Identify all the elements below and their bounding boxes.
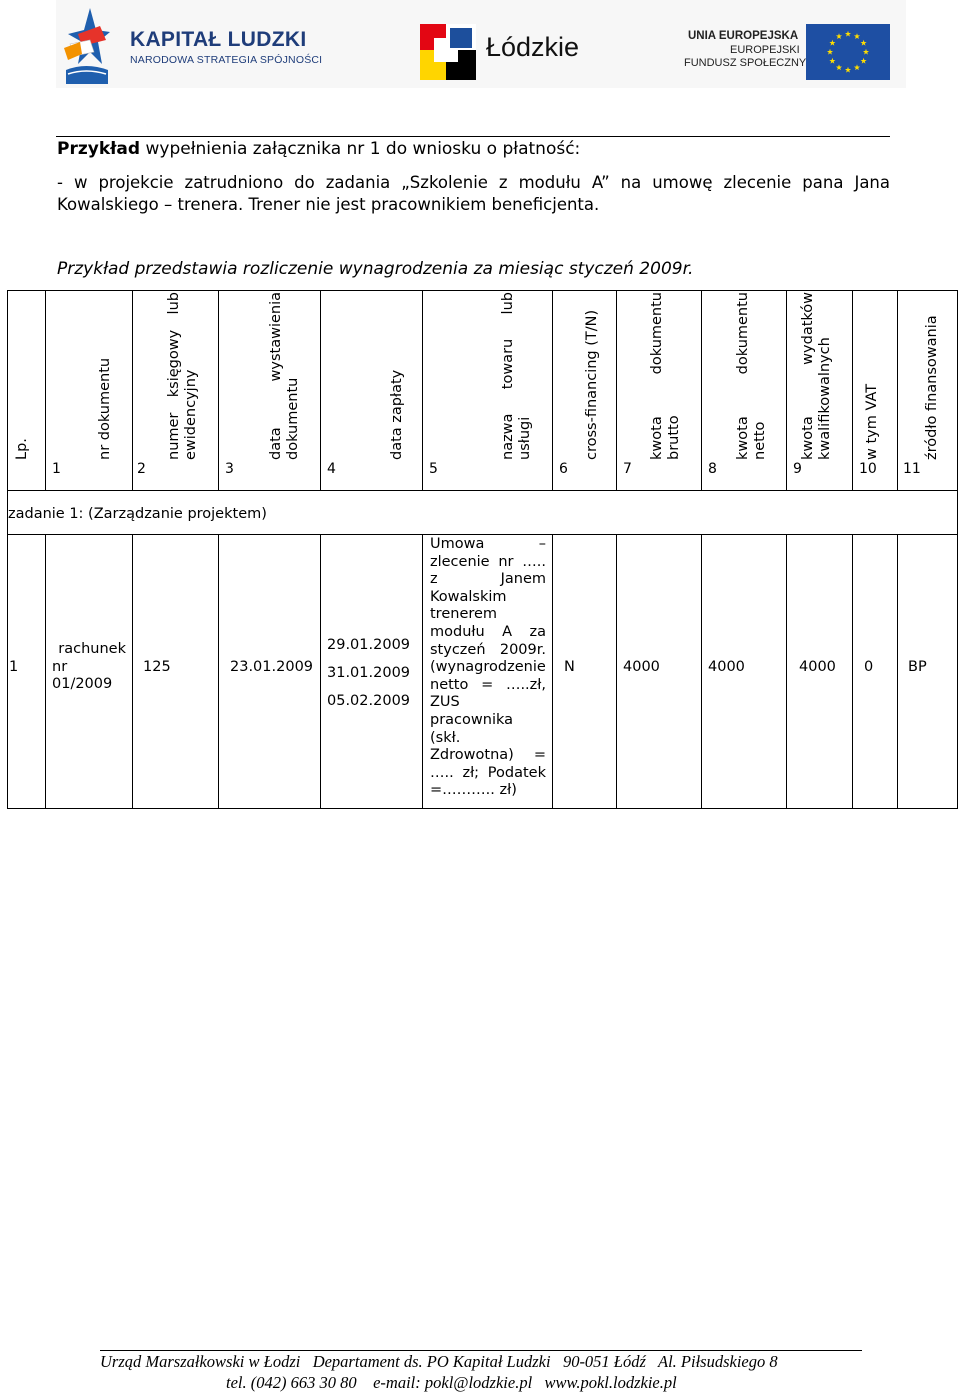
table-bottom-line (7, 808, 958, 809)
col-header-line (500, 292, 517, 460)
desc-line: pracownika (430, 711, 513, 728)
col-number: 8 (708, 461, 717, 477)
col-header-eligible (800, 292, 834, 460)
col-header-net (735, 292, 769, 460)
ue-line-1: UNIA EUROPEJSKA (688, 30, 799, 42)
col-header-line: źródło finansowania (924, 315, 940, 460)
desc-line: zlecenie nr ….. (430, 553, 546, 570)
row-divider (422, 534, 423, 808)
desc-line: =……….. zł) (430, 782, 517, 799)
task-bottom-line (7, 534, 958, 535)
item-word: towaru (500, 338, 516, 390)
row-doc-line: 01/2009 (52, 676, 113, 693)
desc-line: modułu A za (430, 623, 546, 640)
col-header-line: Lp. (14, 438, 30, 460)
payment-date: 31.01.2009 (327, 665, 411, 681)
row-doc-line: nr (52, 658, 68, 675)
payment-date: 05.02.2009 (327, 693, 411, 709)
ledger-word: księgowy (166, 329, 182, 398)
row-divider (897, 534, 898, 808)
col-number: 4 (327, 461, 336, 477)
desc-line: styczeń 2009r. (430, 641, 546, 658)
desc-line: Umowa – (430, 536, 546, 552)
col-number: 5 (429, 461, 438, 477)
header-divider (852, 290, 853, 490)
row-issue-date: 23.01.2009 (230, 659, 314, 675)
row-divider (701, 534, 702, 808)
task-label: zadanie 1: (Zarządzanie projektem) (8, 506, 267, 522)
table-top-line (7, 290, 958, 291)
row-payment-dates (327, 631, 410, 715)
ledger-word: lub (166, 292, 182, 315)
desc-line: netto = …..zł, (430, 676, 546, 693)
kapital-ludzki-name: KAPITAŁ LUDZKI (130, 28, 307, 51)
col-header-lp (14, 438, 31, 460)
eligible-word: kwota (800, 416, 816, 460)
issue-word: wystawienia (268, 292, 284, 382)
col-number: 11 (903, 461, 921, 477)
table-right-border (957, 290, 958, 808)
desc-line: Zdrowotna) = (430, 747, 546, 764)
col-header-ledger-no (166, 292, 200, 460)
row-vat: 0 (864, 659, 874, 675)
item-word: nazwa (500, 413, 516, 460)
col-header-line: cross-financing (T/N) (584, 309, 600, 460)
row-divider (786, 534, 787, 808)
row-divider (218, 534, 219, 808)
col-header-line (166, 292, 183, 460)
col-header-line (735, 292, 752, 460)
net-word: kwota (735, 416, 751, 460)
row-divider (616, 534, 617, 808)
net-word: dokumentu (735, 292, 751, 375)
lodzkie-logo-icon (420, 24, 476, 80)
header-divider (701, 290, 702, 490)
eligible-word: wydatków (800, 292, 816, 365)
footer-rule (100, 1350, 862, 1351)
table-left-border (7, 290, 8, 808)
col-header-doc-no (97, 358, 114, 460)
col-number: 9 (793, 461, 802, 477)
row-divider (320, 534, 321, 808)
col-header-issue-date (268, 292, 302, 460)
ue-line-2: EUROPEJSKI (730, 44, 800, 56)
header-divider (616, 290, 617, 490)
ledger-word: numer (166, 412, 182, 460)
col-number: 1 (52, 461, 61, 477)
col-header-line: dokumentu (285, 377, 301, 460)
col-header-line: w tym VAT (864, 383, 880, 460)
row-gross: 4000 (623, 659, 660, 675)
row-lp: 1 (9, 659, 19, 675)
issue-word: data (268, 427, 284, 460)
col-header-line: usługi (517, 416, 533, 460)
row-eligible: 4000 (799, 659, 836, 675)
col-number: 10 (859, 461, 877, 477)
col-header-line: nr dokumentu (97, 357, 113, 460)
col-header-line (268, 292, 285, 460)
col-header-line (800, 292, 817, 460)
row-divider (852, 534, 853, 808)
col-header-item-name (500, 292, 534, 460)
row-divider (552, 534, 553, 808)
desc-line: ZUS (430, 694, 460, 711)
header-divider (132, 290, 133, 490)
col-number: 6 (559, 461, 568, 477)
row-divider (132, 534, 133, 808)
desc-line: (skł. (430, 729, 461, 746)
row-net: 4000 (708, 659, 745, 675)
item-word: lub (500, 292, 516, 315)
desc-line: Kowalskim (430, 588, 507, 605)
col-header-line: netto (752, 421, 768, 460)
row-doc-line: rachunek (58, 641, 126, 657)
col-header-payment-date (389, 370, 406, 460)
header-divider (897, 290, 898, 490)
row-divider (45, 534, 46, 808)
lodzkie-name: Łódzkie (486, 32, 580, 62)
col-number: 7 (623, 461, 632, 477)
desc-line: trenerem (430, 606, 498, 623)
col-header-source (924, 315, 941, 460)
heading-bold: Przykład (57, 139, 141, 159)
row-ledger-no: 125 (143, 659, 171, 675)
kapital-ludzki-logo-icon (60, 4, 112, 86)
header-divider (45, 290, 46, 490)
gross-word: kwota (649, 416, 665, 460)
row-doc-no (52, 641, 126, 694)
row-cross-financing: N (564, 659, 575, 675)
desc-line: z Janem (430, 571, 546, 588)
col-number: 3 (225, 461, 234, 477)
col-header-line (649, 292, 666, 460)
eu-flag-icon (806, 24, 890, 80)
header-divider (786, 290, 787, 490)
row-description (430, 536, 546, 800)
header-divider (552, 290, 553, 490)
col-header-line: kwalifikowalnych (817, 337, 833, 460)
project-description: - w projekcie zatrudniono do zadania „Szkolenie z modułu A” na umowę zlecenie pana Jana Kowalskiego – trenera. Trener nie jest pracownikiem beneficjenta. (57, 173, 890, 214)
desc-line: (wynagrodzenie (430, 659, 546, 676)
col-header-cross-financing (584, 310, 601, 460)
header-rule (56, 136, 890, 137)
footer-contact: tel. (042) 663 30 80 e-mail: pokl@lodzkie.pl www.pokl.lodzkie.pl (226, 1373, 677, 1392)
col-header-line: data zapłaty (389, 369, 405, 460)
col-number: 2 (137, 461, 146, 477)
col-header-line: ewidencyjny (183, 369, 199, 460)
footer-address: Urząd Marszałkowski w Łodzi Departament ds. PO Kapitał Ludzki 90-051 Łódź Al. Piłsudskiego 8 (100, 1352, 778, 1371)
header-divider (422, 290, 423, 490)
example-note: Przykład przedstawia rozliczenie wynagrodzenia za miesiąc styczeń 2009r. (57, 259, 694, 279)
kapital-ludzki-subtitle: NARODOWA STRATEGIA SPÓJNOŚCI (130, 54, 323, 66)
col-header-gross (649, 292, 683, 460)
ue-line-3: FUNDUSZ SPOŁECZNY (684, 57, 807, 69)
header-bottom-line (7, 490, 958, 491)
gross-word: dokumentu (649, 292, 665, 375)
header-divider (218, 290, 219, 490)
col-header-line: brutto (666, 415, 682, 460)
col-header-vat (864, 384, 881, 460)
page-heading (57, 139, 580, 159)
row-source: BP (908, 659, 927, 675)
heading-rest: wypełnienia załącznika nr 1 do wniosku o płatność: (140, 139, 581, 159)
desc-line: ….. zł; Podatek (430, 764, 546, 781)
header-divider (320, 290, 321, 490)
payment-date: 29.01.2009 (327, 637, 411, 653)
